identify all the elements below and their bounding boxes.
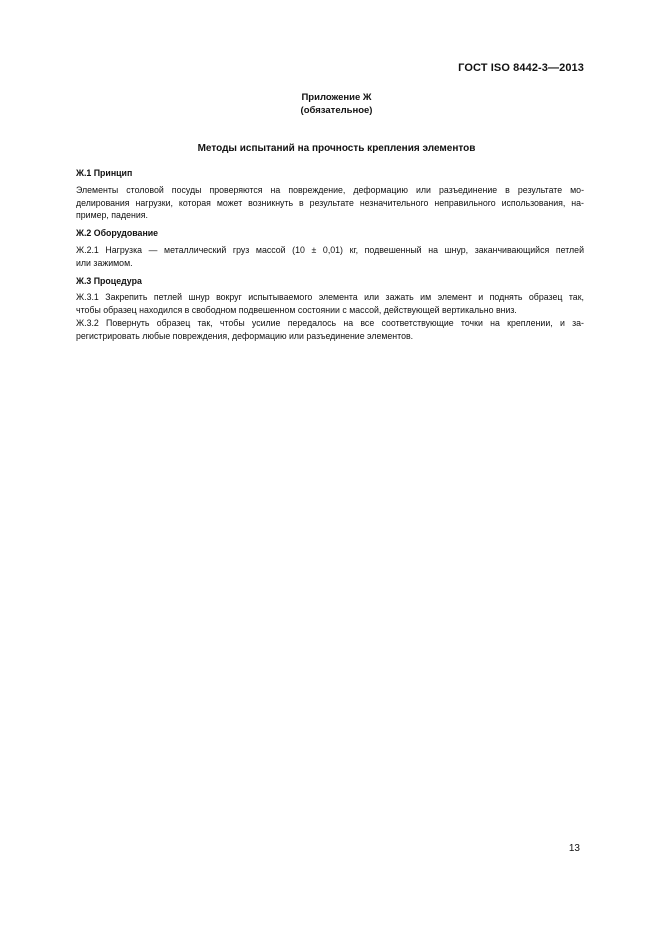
section-equipment [76,227,584,269]
section-principle [76,167,584,222]
section-heading: Ж.2 Оборудование [76,228,159,239]
paragraph [76,244,584,270]
appendix-main-title: Методы испытаний на прочность крепления элементов [197,143,476,154]
paragraph-line: или зажимом. [76,257,133,268]
paragraph-line: пример, падения. [76,210,148,221]
document-code: ГОСТ ISO 8442-3—2013 [458,62,584,74]
annex-heading [0,92,661,117]
paragraph-line: чтобы образец находился в свободном подвешенном состоянии с массой, действующей вертикально вниз. [76,305,517,316]
paragraph-line: Ж.3.1 Закрепить петлей шнур вокруг испытываемого элемента или зажать им элемент и поднять образец так, [76,292,584,303]
section-procedure [76,275,584,343]
annex-status: (обязательное) [300,104,373,116]
paragraph-line: Ж.2.1 Нагрузка — металлический груз массой (10 ± 0,01) кг, подвешенный на шнур, заканчивающийся петлей [76,244,584,255]
section-heading: Ж.3 Процедура [76,275,142,286]
paragraph-line: делирования нагрузки, которая может возникнуть в результате незначительного неправильного использования, на- [76,197,584,208]
paragraph-line: Ж.3.2 Повернуть образец так, чтобы усилие передалось на все соответствующие точки на креплении, и за- [76,317,584,328]
document-body [76,167,584,348]
paragraph [76,184,584,222]
paragraph [76,291,584,317]
paragraph-line: Элементы столовой посуды проверяются на повреждение, деформацию или разъединение в результате мо- [76,184,584,195]
page-number: 13 [568,843,580,854]
annex-title: Приложение Ж [301,92,372,103]
paragraph [76,317,584,343]
paragraph-line: регистрировать любые повреждения, деформацию или разъединение элементов. [76,330,414,341]
section-heading: Ж.1 Принцип [76,168,133,178]
